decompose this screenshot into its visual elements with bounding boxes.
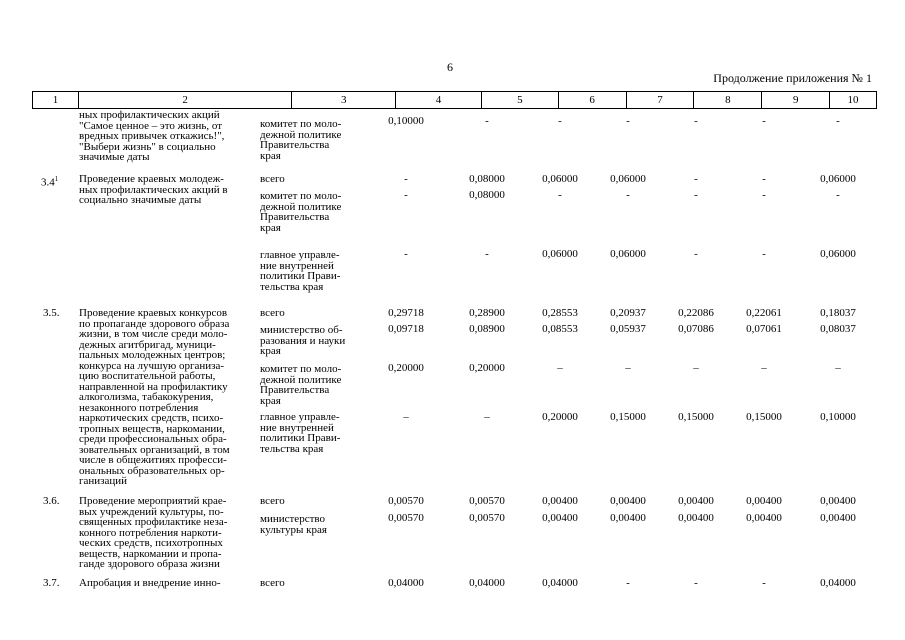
value-cell: - — [762, 577, 766, 589]
value-cell: 0,08900 — [469, 323, 505, 335]
value-cell: 0,07086 — [678, 323, 714, 335]
value-cell: - — [694, 115, 698, 127]
value-cell: 0,22061 — [746, 307, 782, 319]
row-agency: комитет по моло- дежной политике Правительства края — [260, 118, 342, 162]
column-header: 2 — [78, 92, 291, 108]
value-cell: 0,00400 — [746, 495, 782, 507]
column-header: 1 — [52, 94, 59, 106]
row-description: Проведение мероприятий крае- вых учреждений культуры, по- священных профилактике неза- конного потребления наркоти- ческих средств, психотропных веществ, наркомании и пропа- ганде здорового образа жизни — [79, 495, 228, 570]
row-agency: всего — [260, 173, 285, 185]
value-cell: - — [762, 189, 766, 201]
value-cell: 0,09718 — [388, 323, 424, 335]
value-cell: - — [626, 189, 630, 201]
value-cell: 0,20000 — [388, 362, 424, 374]
row-description: Апробация и внедрение инно- — [79, 577, 221, 589]
value-cell: – — [835, 362, 841, 374]
column-header: 6 — [558, 92, 626, 108]
value-cell: 0,04000 — [469, 577, 505, 589]
value-cell: - — [762, 173, 766, 185]
value-cell: 0,00400 — [820, 495, 856, 507]
value-cell: 0,28900 — [469, 307, 505, 319]
value-cell: 0,08000 — [469, 189, 505, 201]
value-cell: 0,07061 — [746, 323, 782, 335]
row-number: 3.5. — [43, 307, 60, 319]
value-cell: 0,00400 — [610, 495, 646, 507]
value-cell: - — [558, 115, 562, 127]
value-cell: 0,08037 — [820, 323, 856, 335]
value-cell: 0,15000 — [610, 411, 646, 423]
value-cell: - — [762, 248, 766, 260]
column-header: 4 — [395, 92, 481, 108]
row-agency: главное управле- ние внутренней политики Прави- тельства края — [260, 249, 341, 293]
value-cell: - — [694, 577, 698, 589]
column-header: 5 — [481, 92, 558, 108]
value-cell: 0,05937 — [610, 323, 646, 335]
value-cell: - — [626, 577, 630, 589]
value-cell: – — [761, 362, 767, 374]
value-cell: 0,00570 — [469, 512, 505, 524]
column-header: 9 — [761, 92, 829, 108]
row-agency: главное управле- ние внутренней политики Прави- тельства края — [260, 411, 341, 455]
row-description: Проведение краевых конкурсов по пропаганде здорового образа жизни, в том числе среди моло- дежных агитбригад, муници- пальных молодежных центров; конкурса на лучшую организа- цию воспитательной работы, направленной на профилактику алкоголизма, табакокурения, незаконного потребления наркотических средств, психо- тропных веществ, наркомании, среди профессиональных обра- зовательных организаций, в том числе в общежитиях професси- ональных образовательных ор- ганизаций — [79, 307, 230, 487]
value-cell: 0,06000 — [542, 248, 578, 260]
value-cell: 0,00400 — [678, 495, 714, 507]
value-cell: – — [484, 411, 490, 423]
value-cell: 0,28553 — [542, 307, 578, 319]
row-agency: министерство культуры края — [260, 513, 327, 536]
value-cell: - — [485, 248, 489, 260]
value-cell: – — [557, 362, 563, 374]
value-cell: - — [626, 115, 630, 127]
row-number: 3.7. — [43, 577, 60, 589]
value-cell: 0,06000 — [820, 248, 856, 260]
column-header: 8 — [693, 92, 761, 108]
value-cell: 0,08553 — [542, 323, 578, 335]
value-cell: 0,10000 — [820, 411, 856, 423]
value-cell: - — [762, 115, 766, 127]
page-number: 6 — [447, 60, 453, 74]
value-cell: 0,00570 — [469, 495, 505, 507]
row-agency: комитет по моло- дежной политике Правительства края — [260, 190, 342, 234]
value-cell: 0,10000 — [388, 115, 424, 127]
value-cell: - — [694, 248, 698, 260]
value-cell: 0,00400 — [820, 512, 856, 524]
value-cell: 0,20937 — [610, 307, 646, 319]
row-agency: министерство об- разования и науки края — [260, 324, 346, 357]
column-header: 10 — [829, 92, 876, 108]
row-number-superscript: 1 — [54, 175, 59, 183]
value-cell: 0,20000 — [469, 362, 505, 374]
value-cell: 0,22086 — [678, 307, 714, 319]
value-cell: 0,00400 — [542, 512, 578, 524]
value-cell: – — [625, 362, 631, 374]
value-cell: 0,15000 — [746, 411, 782, 423]
row-agency: всего — [260, 307, 285, 319]
value-cell: - — [485, 115, 489, 127]
value-cell: 0,00570 — [388, 495, 424, 507]
value-cell: 0,20000 — [542, 411, 578, 423]
value-cell: - — [694, 173, 698, 185]
value-cell: 0,00400 — [678, 512, 714, 524]
row-agency: всего — [260, 577, 285, 589]
value-cell: 0,29718 — [388, 307, 424, 319]
value-cell: 0,06000 — [542, 173, 578, 185]
table-header — [32, 91, 877, 109]
value-cell: 0,00400 — [610, 512, 646, 524]
row-number: $3.4^1$ — [41, 175, 59, 189]
value-cell: 0,04000 — [388, 577, 424, 589]
value-cell: 0,04000 — [542, 577, 578, 589]
value-cell: – — [693, 362, 699, 374]
value-cell: 0,18037 — [820, 307, 856, 319]
value-cell: 0,08000 — [469, 173, 505, 185]
value-cell: – — [403, 411, 409, 423]
column-header: 7 — [626, 92, 694, 108]
value-cell: 0,06000 — [610, 248, 646, 260]
row-description: ных профилактических акций "Самое ценное – это жизнь, от вредных привычек откажись!", "Выбери жизнь" в социально значимые даты — [79, 109, 225, 163]
value-cell: - — [404, 189, 408, 201]
continuation-label: Продолжение приложения № 1 — [713, 71, 872, 85]
value-cell: - — [694, 189, 698, 201]
row-agency: всего — [260, 495, 285, 507]
value-cell: 0,00400 — [746, 512, 782, 524]
row-description: Проведение краевых молодеж- ных профилактических акций в социально значимые даты — [79, 173, 228, 206]
row-agency: комитет по моло- дежной политике Правительства края — [260, 363, 342, 407]
row-number: 3.6. — [43, 495, 60, 507]
value-cell: - — [558, 189, 562, 201]
value-cell: - — [836, 189, 840, 201]
value-cell: 0,04000 — [820, 577, 856, 589]
value-cell: 0,00400 — [542, 495, 578, 507]
value-cell: 0,15000 — [678, 411, 714, 423]
value-cell: 0,00570 — [388, 512, 424, 524]
value-cell: - — [404, 173, 408, 185]
value-cell: 0,06000 — [820, 173, 856, 185]
value-cell: 0,06000 — [610, 173, 646, 185]
value-cell: - — [836, 115, 840, 127]
column-header: 3 — [291, 92, 395, 108]
value-cell: - — [404, 248, 408, 260]
